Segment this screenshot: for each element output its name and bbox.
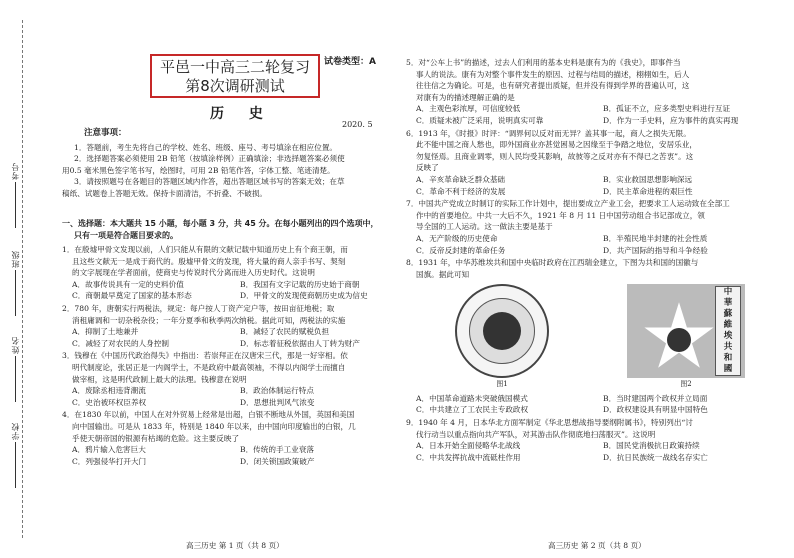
option-C: C．减轻了对农民的人身控制: [72, 338, 169, 348]
option-C: C．中共发挥抗战中流砥柱作用: [416, 452, 521, 462]
option-group: [406, 103, 784, 126]
flag-character: 華: [723, 298, 733, 309]
exam-title-box: [150, 54, 320, 98]
exam-title-line2: 第8次调研测试: [185, 77, 285, 95]
option-A: A．抑制了土地兼并: [72, 327, 139, 337]
option-A: A．日本开始全面侵略华北战线: [416, 441, 521, 451]
option-group: [62, 444, 402, 467]
option-C: C．列强侵华打开大门: [72, 456, 147, 466]
notice-line: 稿纸、试题卷上答题无效。保持卡面清洁，不折叠、不破损。: [62, 188, 268, 198]
option-D: D．甲骨文的发现使商朝历史成为信史: [240, 291, 368, 301]
page-footer-right: 高三历史 第 2 页（共 8 页）: [548, 541, 646, 550]
flag-character: 埃: [723, 331, 733, 342]
figure-row: [406, 284, 784, 391]
question-stem-line: 反映了: [416, 163, 439, 173]
option-C: C．反帝反封建的革命任务: [416, 245, 506, 255]
national-flag-figure: [627, 284, 745, 391]
class-label: 班级: [10, 248, 22, 318]
section-heading-line: 只有一项是符合题目要求的。: [74, 231, 178, 240]
option-D: D．政权建设具有明显中国特色: [603, 405, 708, 415]
question-stem-line: 做宰相，这是明代政制上最大的法理。钱穆意在说明: [72, 374, 247, 384]
question-2: [62, 303, 402, 349]
option-group: [62, 326, 402, 349]
question-stem-line: 6．1913 年，《时报》时评：“调界何以反对而无异？盖其事一起，商人之损失无限。: [406, 128, 691, 138]
question-stem-line: 1．在殷墟甲骨文发现以前，人们只能从有限的文献记载中知道历史上有个商王朝，而: [62, 245, 348, 254]
question-stem-line: 明代制度论，张居正是一内阁学士，不是政府中最高领袖，不得以内阁学士而擅自: [72, 362, 346, 372]
question-4: [62, 409, 402, 467]
question-stem-line: 国旗。据此可知: [416, 269, 470, 279]
notice-line: 3．请按照题号在各题目的答题区域内作答，超出答题区域书写的答案无效；在草: [74, 177, 345, 187]
question-stem-line: 勿复怪焉。且商业调零，则人民均受其影响，故彼等之反对亦有不得已之苦衷”。这: [416, 151, 694, 161]
paper-type: 试卷类型：A: [324, 57, 376, 67]
section-heading: [62, 218, 402, 242]
question-stem-line: 消租庸调和一切杂税杂役；一年分夏季和秋季两次纳税。据此可知，两税法的实施: [72, 315, 346, 325]
option-B: B．我国有文字记载的历史始于商朝: [240, 279, 360, 289]
question-stem-line: 且这些文献无一是成于商代的。殷墟甲骨文的发现，将大量的商人亲手书写、契刻: [72, 256, 346, 266]
binding-margin: [0, 0, 44, 558]
option-B: B．政治体制运行特点: [240, 386, 314, 396]
flag-character: 蘇: [723, 309, 733, 320]
option-A: A．中国革命道路未突破俄国模式: [416, 393, 528, 403]
exam-title-line1: 平邑一中高三二轮复习: [159, 58, 310, 76]
question-stem-line: 7．中国共产党成立时制订的实际工作计划中，提出要成立产业工会，把要求工人运动致在全部工: [406, 199, 730, 209]
option-B: B．半殖民地半封建的社会性质: [603, 233, 708, 243]
option-C: C．商朝最早奠定了国家的基本形态: [72, 291, 192, 301]
option-C: C．中共建立了工农民主专政政权: [416, 405, 529, 415]
option-group: [406, 393, 784, 416]
question-stem-line: 伐行动当以重点指向共产军队，对其游击队作彻底地扫荡服灭”。这说明: [416, 429, 656, 439]
option-C: C．质疑未被广泛采用，说明真实可靠: [416, 115, 544, 125]
option-B: B．当时建国两个政权并立局面: [603, 393, 708, 403]
option-B: B．传统的手工业衰落: [240, 445, 314, 455]
question-4: [406, 257, 784, 416]
option-A: A．鸦片输入危害巨大: [72, 445, 146, 455]
question-stem-line: 对康有为的描述理解正确的是: [416, 92, 515, 102]
flag-character: 和: [723, 353, 733, 364]
option-group: [406, 174, 784, 197]
option-D: D．标志着征税依据由人丁转为财产: [240, 338, 360, 348]
figure-caption: 图1: [496, 380, 508, 389]
option-B: B．孤证不立，应多类型史料进行互证: [603, 104, 731, 114]
option-A: A．主观色彩浓厚，可信度较低: [416, 104, 521, 114]
question-stem-line: 导全国的工人运动。这一做法主要是基于: [416, 222, 553, 232]
flag-character: 中: [723, 287, 733, 298]
notice-line: 1．答题前，考生先将自己的学校、姓名、班级、座号、考号填涂在相应位置。: [74, 142, 338, 152]
notice-heading: 注意事项：: [84, 128, 127, 138]
exam-no-label: 考号: [10, 160, 22, 230]
question-stem-line: 的文字展现在学者面前，使商史与传说时代分离而进入历史时代。这说明: [72, 268, 315, 278]
notice-line: 2．选择题答案必须使用 2B 铅笔（按填涂样例）正确填涂；非选择题答案必须使: [74, 154, 345, 164]
left-question-list: [62, 244, 402, 468]
question-stem-line: 此不能中国之商人愁也，即外国商业亦甚觉困易之因缘至于争踏之地位，安居乐业，: [416, 140, 697, 150]
question-stem-line: 4．在1830 年以前，中国人在对外贸易上经常是出超，白银不断地从外国，英国和美国: [62, 410, 355, 420]
option-B: B．国民党消极抗日政策持续: [603, 441, 700, 451]
notice-block: [62, 127, 402, 199]
question-3: [62, 350, 402, 408]
flag-character: 國: [723, 364, 733, 375]
question-5: [406, 417, 784, 463]
section-heading-line: 一、选择题：本大题共 15 小题，每小题 3 分，共 45 分。在每小题列出的四个选项中，: [62, 219, 379, 228]
exam-date: 2020. 5: [342, 120, 373, 129]
notice-line: 用0.5 毫米黑色签字笔书写，绘图时，可用 2B 铅笔作答，字体工整、笔迹清楚。: [62, 165, 335, 175]
option-D: D．闭关锁国政策破产: [240, 456, 315, 466]
option-A: A．无产阶级的历史使命: [416, 233, 498, 243]
flag-character: 共: [723, 342, 733, 353]
option-B: B．减轻了农民的赋税负担: [240, 327, 330, 337]
option-group: [62, 385, 402, 408]
figure-caption: 图2: [680, 380, 692, 389]
question-stem-line: 事人的说法。康有为对整个事件发生的原因、过程与结局的描述，栩栩如生，后人: [416, 69, 690, 79]
option-group: [62, 279, 402, 302]
option-A: A．故事传说具有一定的史料价值: [72, 279, 184, 289]
question-stem-line: 作中的首要地位。中共一大后不久，1921 年 8 月 11 日中国劳动组合书记部成立，领: [416, 210, 705, 220]
option-C: C．革命不利于经济的发展: [416, 186, 506, 196]
question-stem-line: 向中国输出。可是从 1833 年，特别是 1840 年以来，由中国向印度输出的白银，几: [72, 421, 356, 431]
option-D: D．共产国际的指导和斗争经验: [603, 245, 708, 255]
question-stem-line: 往往信之为确论。可是，也有研究者提出质疑，但并没有得到学界的普遍认可，这: [416, 81, 690, 91]
question-stem-line: 2．780 年，唐朝实行两税法，规定：每户按人丁资产定户等，按田亩征地税；取: [62, 303, 335, 313]
right-question-list: [406, 57, 784, 464]
question-stem-line: 3．钱穆在《中国历代政治得失》中指出：若崇拜正在汉唐宋三代，那是一好宰相。依: [62, 351, 348, 361]
flag-image: [627, 284, 745, 378]
option-C: C．史治被环权臣养权: [72, 397, 147, 407]
question-stem-line: 乎使天朝帝国的银源有枯竭的危险。这主要反映了: [72, 433, 240, 443]
flag-character: 維: [723, 320, 733, 331]
option-D: D．作为一手史料，应为事件的真实再现: [603, 115, 739, 125]
option-D: D．思想批判风气浓变: [240, 397, 315, 407]
option-D: D．抗日民族统一战线名存实亡: [603, 452, 708, 462]
option-A: A．废除丞相违背潮流: [72, 386, 146, 396]
page-footer-left: 高三历史 第 1 页（共 8 页）: [186, 541, 284, 550]
question-stem-line: 9．1940 年 4 月，日本华北方面军制定《华北思想战指导要纲附属书》，特别列出“讨: [406, 418, 693, 428]
national-emblem-figure: [455, 284, 549, 391]
question-2: [406, 128, 784, 198]
option-B: B．实业救国思想影响深远: [603, 174, 693, 184]
school-label: 学校: [10, 420, 22, 490]
option-group: [406, 440, 784, 463]
option-A: A．辛亥革命缺乏群众基础: [416, 174, 506, 184]
emblem-image: [455, 284, 549, 378]
flag-text-band: [715, 286, 741, 376]
subject-title: 历 史: [210, 106, 273, 122]
question-1: [406, 57, 784, 127]
option-D: D．民主革命进程的艰巨性: [603, 186, 693, 196]
name-label: 姓名: [10, 334, 22, 404]
question-3: [406, 198, 784, 256]
seal-line: [22, 20, 23, 538]
option-group: [406, 233, 784, 256]
question-1: [62, 244, 402, 302]
question-stem-line: 5．对“公车上书”的描述，过去人们利用的基本史料是康有为的《我史》，即事件当: [406, 58, 681, 67]
question-stem-line: 8．1931 年，中华苏维埃共和国中央临时政府在江西瑞金建立，下图为共和国的国徽与: [406, 258, 699, 268]
